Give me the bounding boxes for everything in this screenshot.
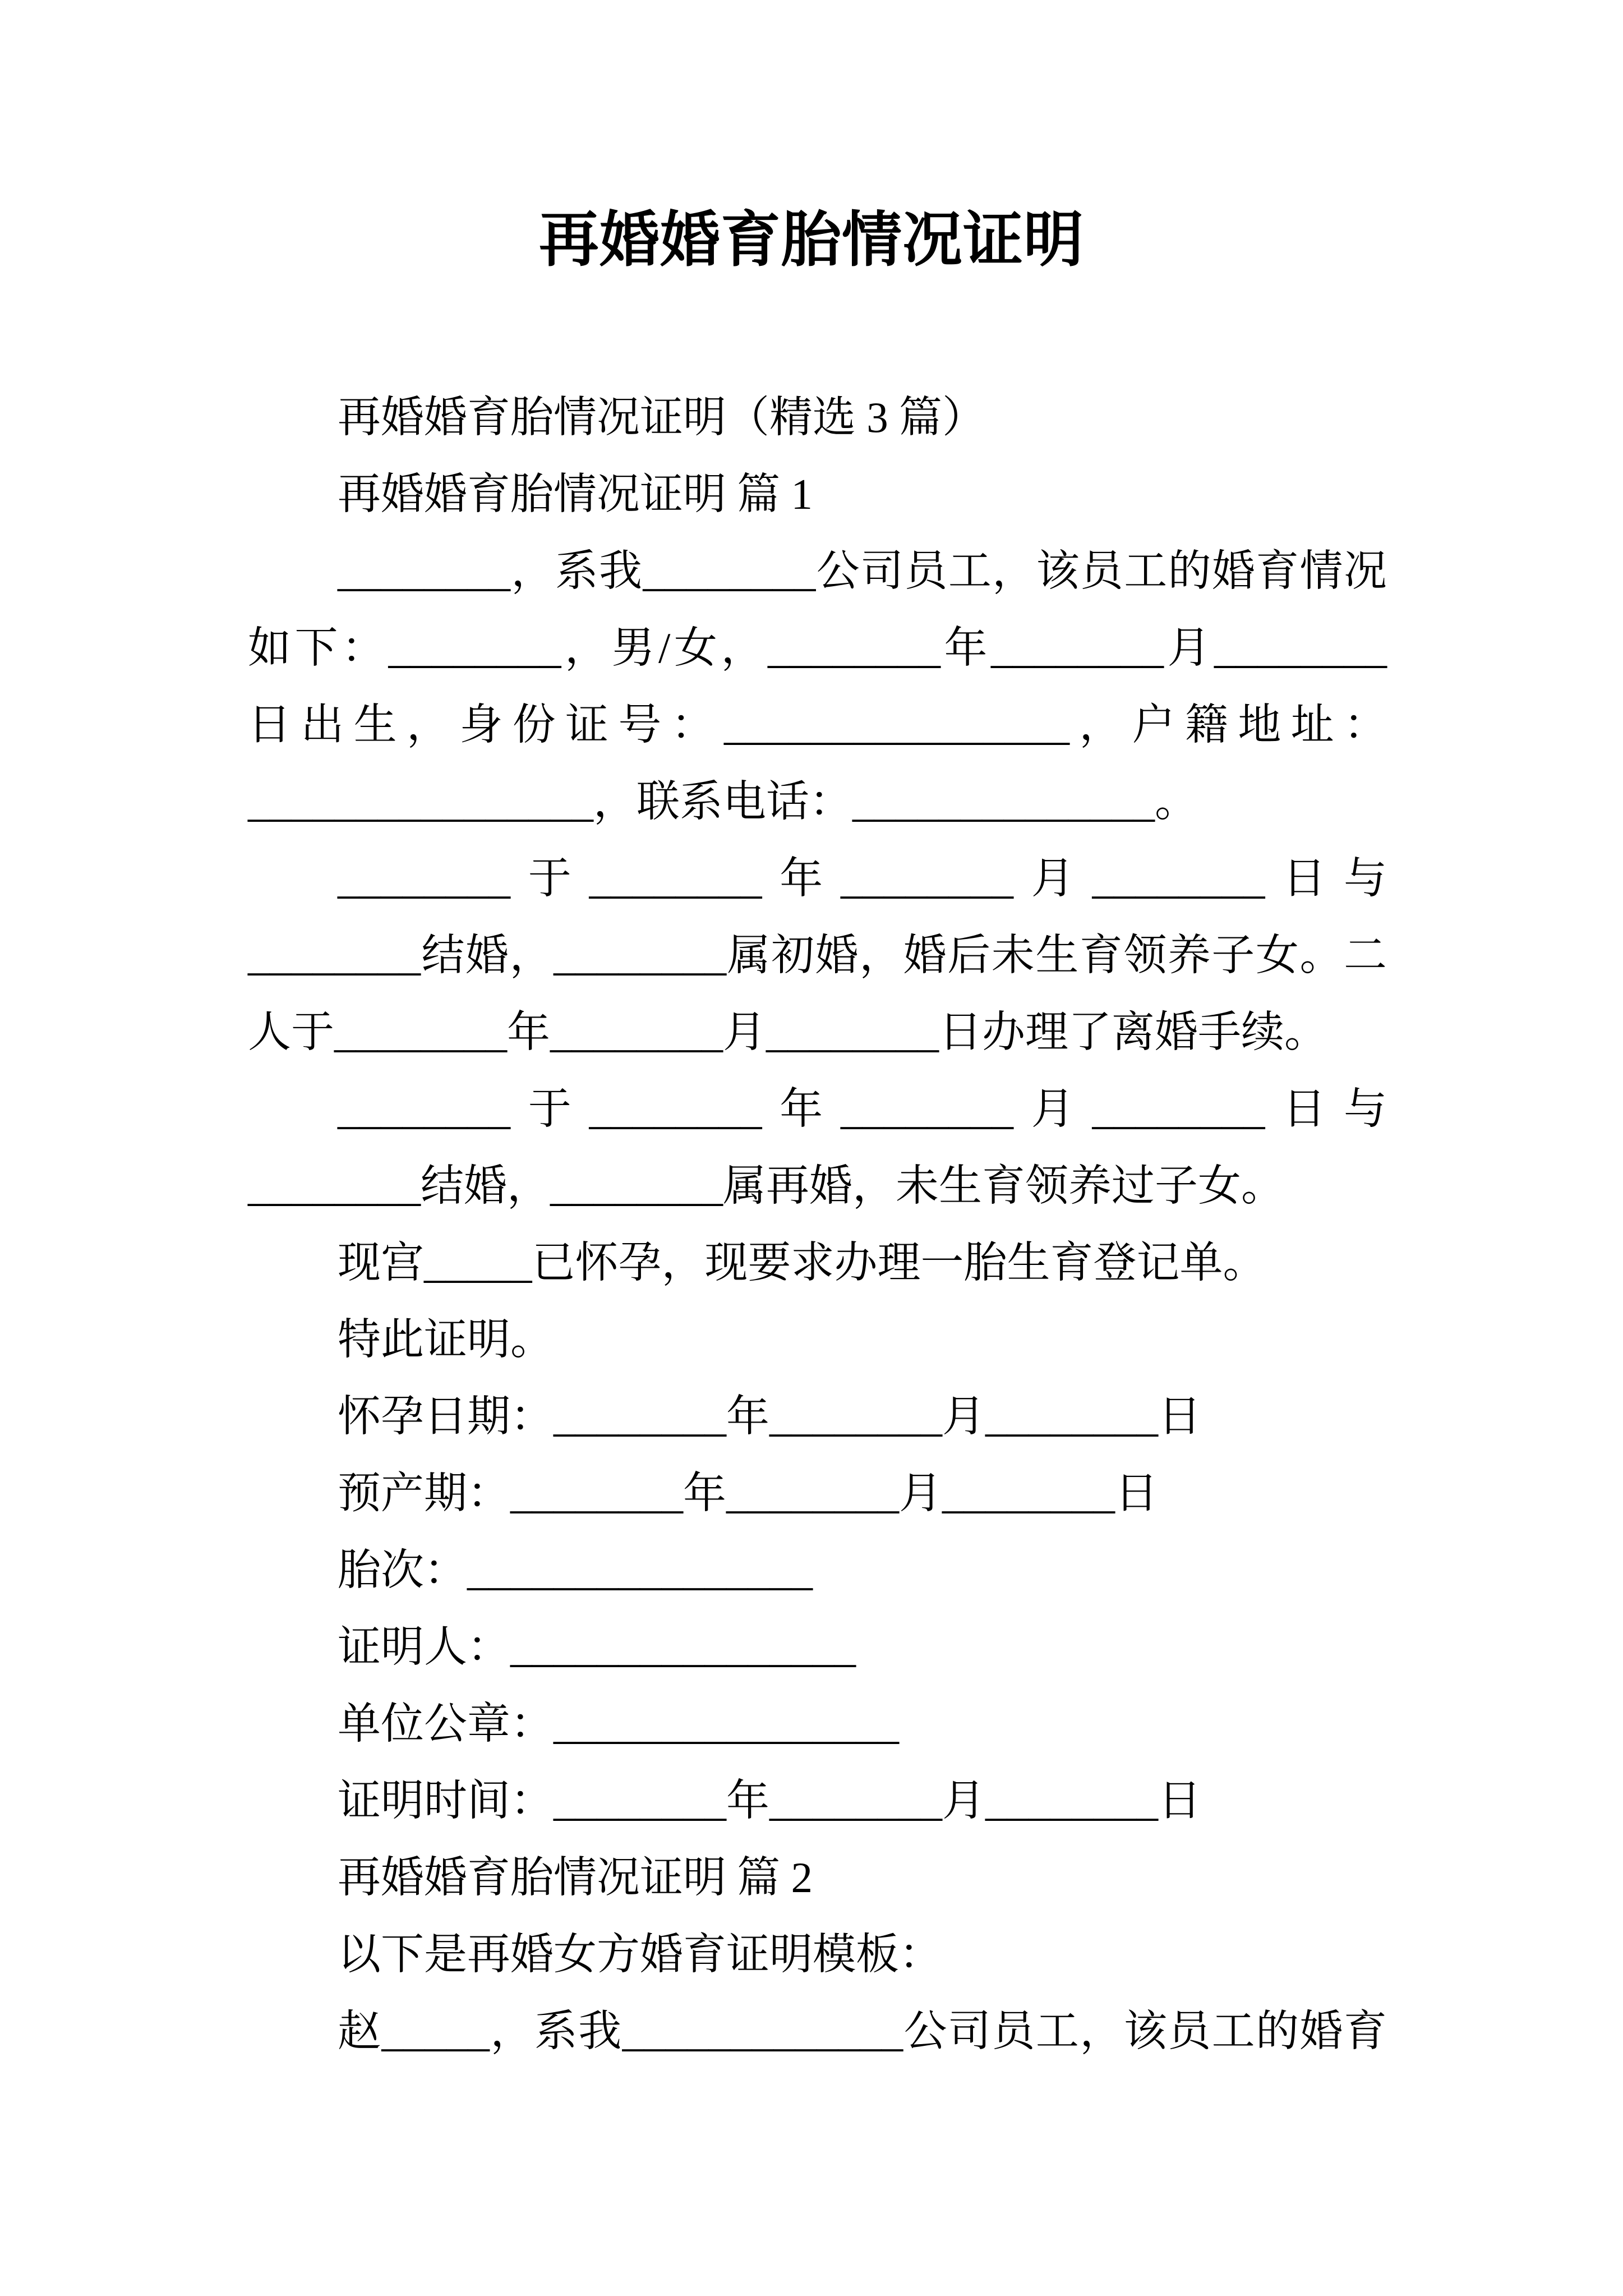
section-heading: 再婚婚育胎情况证明 篇 2 [338, 1853, 813, 1902]
paragraph-line: ________于________年________月________日与 [338, 854, 1387, 903]
form-field-certification-date: 证明时间：________年________月________日 [338, 1777, 1201, 1825]
paragraph-line: 日出生，身份证号：________________，户籍地址： [248, 701, 1387, 749]
form-field-certifier: 证明人：________________ [338, 1623, 856, 1671]
form-field-pregnancy-date: 怀孕日期：________年________月________日 [338, 1392, 1201, 1441]
paragraph-line: 赵_____，系我_____________公司员工，该员工的婚育 [338, 2007, 1387, 2055]
form-field-due-date: 预产期：________年________月________日 [338, 1469, 1158, 1517]
section-intro: 以下是再婚女方婚育证明模板： [338, 1930, 942, 1978]
form-field-birth-order: 胎次：________________ [338, 1546, 813, 1594]
page-title: 再婚婚育胎情况证明 [538, 208, 1084, 274]
section-heading: 再婚婚育胎情况证明 篇 1 [338, 470, 813, 518]
document-body [248, 379, 1387, 2070]
paragraph-line: 如下：________，男/女，________年________月________ [248, 624, 1387, 672]
paragraph-line: 人于________年________月________日办理了离婚手续。 [248, 1008, 1327, 1056]
paragraph-line: ________于________年________月________日与 [338, 1085, 1387, 1133]
form-field-official-seal: 单位公章：________________ [338, 1700, 899, 1748]
paragraph-line: ________________，联系电话：______________。 [248, 777, 1198, 826]
paragraph-line: ________结婚，________属再婚，未生育领养过子女。 [248, 1162, 1284, 1210]
statement-line: 现宫_____已怀孕，现要求办理一胎生育登记单。 [338, 1239, 1266, 1287]
paragraph-line: ________结婚，________属初婚，婚后未生育领养子女。二 [248, 931, 1387, 979]
paragraph-line: ________，系我________公司员工，该员工的婚育情况 [338, 547, 1387, 595]
closing-line: 特此证明。 [338, 1315, 554, 1364]
collection-heading: 再婚婚育胎情况证明（精选 3 篇） [338, 393, 985, 441]
